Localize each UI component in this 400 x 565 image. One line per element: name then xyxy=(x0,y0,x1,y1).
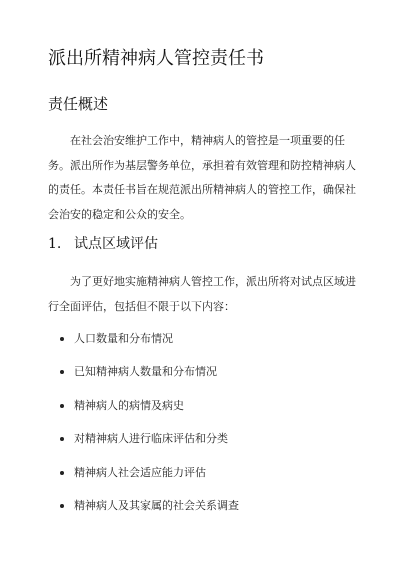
section-heading-overview: 责任概述 xyxy=(48,95,109,113)
list-item xyxy=(48,429,368,462)
list-item xyxy=(48,463,368,496)
list-item-text: 精神病人社会适应能力评估 xyxy=(74,465,206,479)
section-number: 1. xyxy=(48,236,62,252)
bullet-icon xyxy=(60,504,64,508)
bullet-icon xyxy=(60,370,64,374)
list-item-text: 精神病人的病情及病史 xyxy=(74,398,184,412)
bullet-icon xyxy=(60,471,64,475)
section-heading-1 xyxy=(48,233,158,255)
bullet-icon xyxy=(60,337,64,341)
list-item-text: 精神病人及其家属的社会关系调查 xyxy=(74,498,239,512)
list-item xyxy=(48,396,368,429)
bullet-icon xyxy=(60,404,64,408)
document-title: 派出所精神病人管控责任书 xyxy=(48,48,264,69)
assessment-list xyxy=(48,329,368,529)
list-item-text: 已知精神病人数量和分布情况 xyxy=(74,365,217,379)
list-item-text: 对精神病人进行临床评估和分类 xyxy=(74,432,228,446)
section-1-paragraph: 为了更好地实施精神病人管控工作，派出所将对试点区域进行全面评估，包括但不限于以下内容： xyxy=(48,275,356,313)
list-item xyxy=(48,496,368,529)
list-item-text: 人口数量和分布情况 xyxy=(74,332,173,345)
list-item xyxy=(48,362,368,395)
list-item xyxy=(48,329,368,362)
overview-paragraph: 在社会治安维护工作中，精神病人的管控是一项重要的任务。派出所作为基层警务单位，承担着有效管理和防控精神病人的责任。本责任书旨在规范派出所精神病人的管控工作，确保社会治安的稳定和公众的安全。 xyxy=(48,134,356,221)
section-title: 试点区域评估 xyxy=(74,236,158,252)
bullet-icon xyxy=(60,437,64,441)
